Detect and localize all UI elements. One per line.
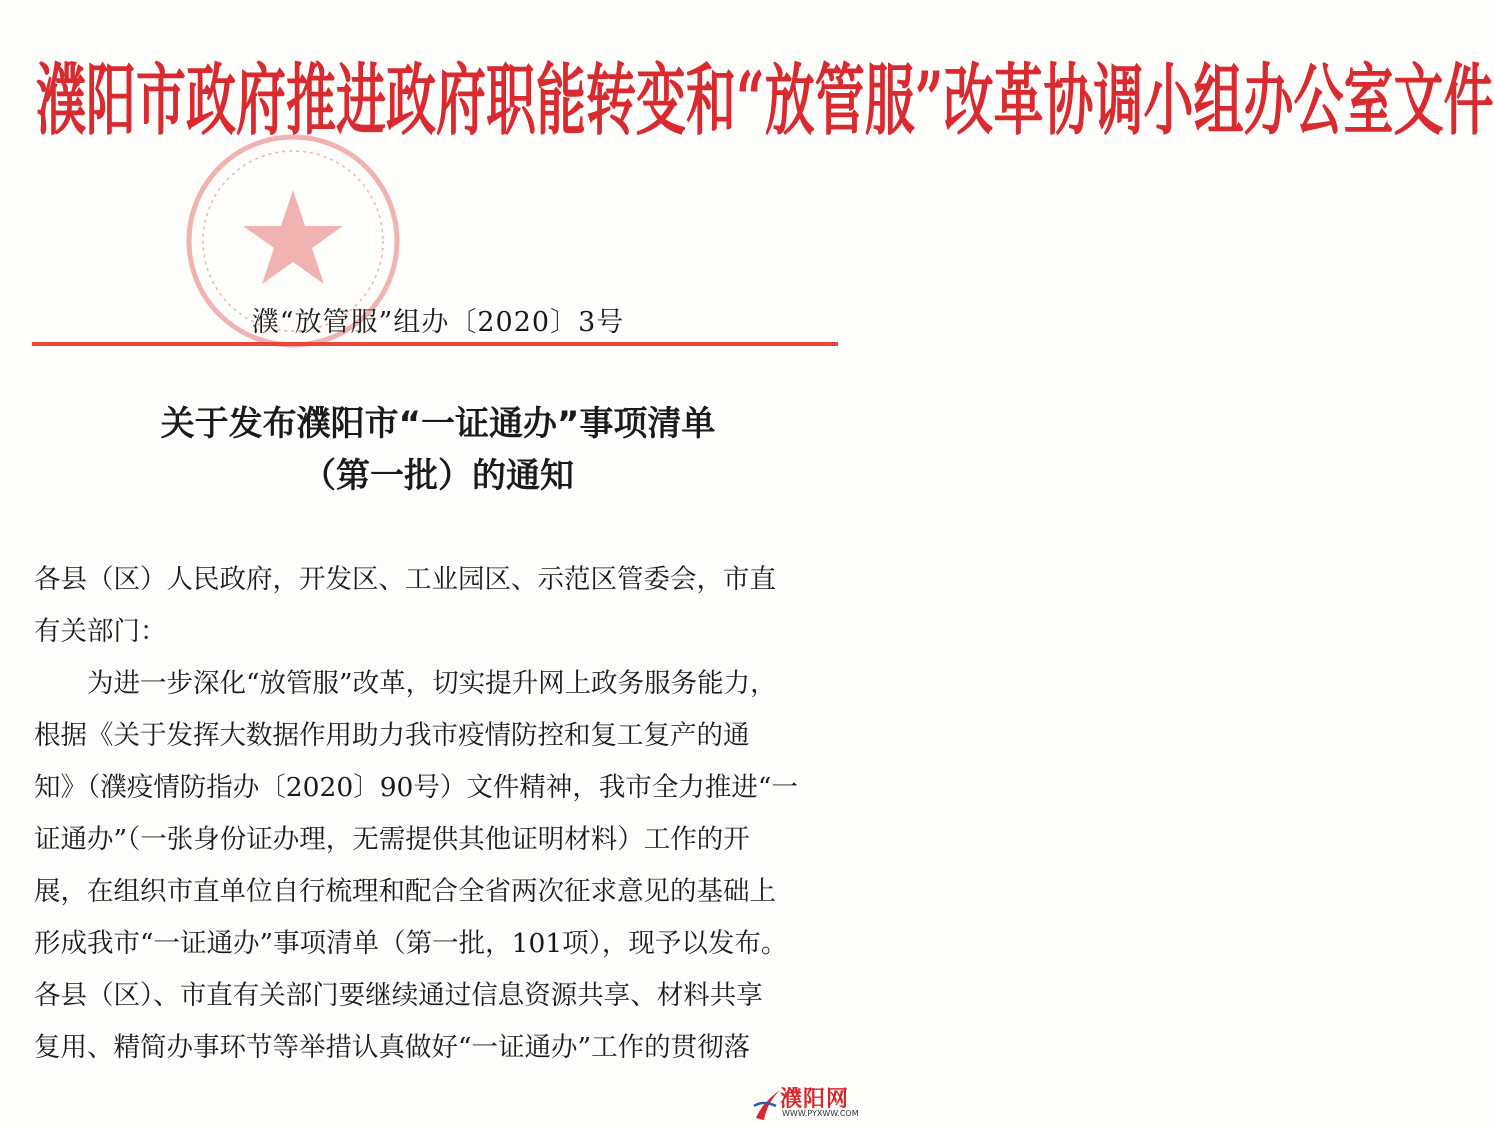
document-title — [0, 398, 876, 502]
document-body — [34, 554, 846, 1074]
body-line: 根据《关于发挥大数据作用助力我市疫情防控和复工复产的通 — [34, 720, 750, 751]
body-line: 展，在组织市直单位自行梳理和配合全省两次征求意见的基础上 — [34, 876, 776, 907]
site-url: WWW.PYXWW.COM — [782, 1109, 859, 1118]
body-line: 为进一步深化“放管服”改革，切实提升网上政务服务能力， — [34, 668, 777, 699]
swoosh-logo-icon — [752, 1084, 782, 1124]
red-divider — [32, 342, 838, 346]
site-name: 濮阳网 — [780, 1087, 850, 1112]
body-line: 形成我市“一证通办”事项清单（第一批，101项），现予以发布。 — [34, 928, 788, 959]
title-line-1: 关于发布濮阳市“一证通办”事项清单 — [160, 404, 716, 444]
body-line: 各县（区）、市直有关部门要继续通过信息资源共享、材料共享 — [34, 980, 763, 1011]
body-line: 各县（区）人民政府，开发区、工业园区、示范区管委会，市直 — [34, 564, 776, 595]
body-line: 复用、精简办事环节等举措认真做好“一证通办”工作的贯彻落 — [34, 1032, 751, 1063]
body-line: 知》（濮疫情防指办〔2020〕90号）文件精神，我市全力推进“一 — [34, 772, 798, 803]
body-line: 证通办”（一张身份证办理，无需提供其他证明材料）工作的开 — [34, 824, 750, 855]
site-watermark-logo — [752, 1082, 876, 1126]
document-number: 濮“放管服”组办〔2020〕3号 — [251, 307, 625, 338]
issuing-authority-header: 濮阳市政府推进政府职能转变和“放管服”改革协调小组办公室文件 — [36, 54, 1494, 146]
body-line: 有关部门： — [34, 616, 167, 647]
title-line-2: （第一批）的通知 — [302, 456, 574, 496]
